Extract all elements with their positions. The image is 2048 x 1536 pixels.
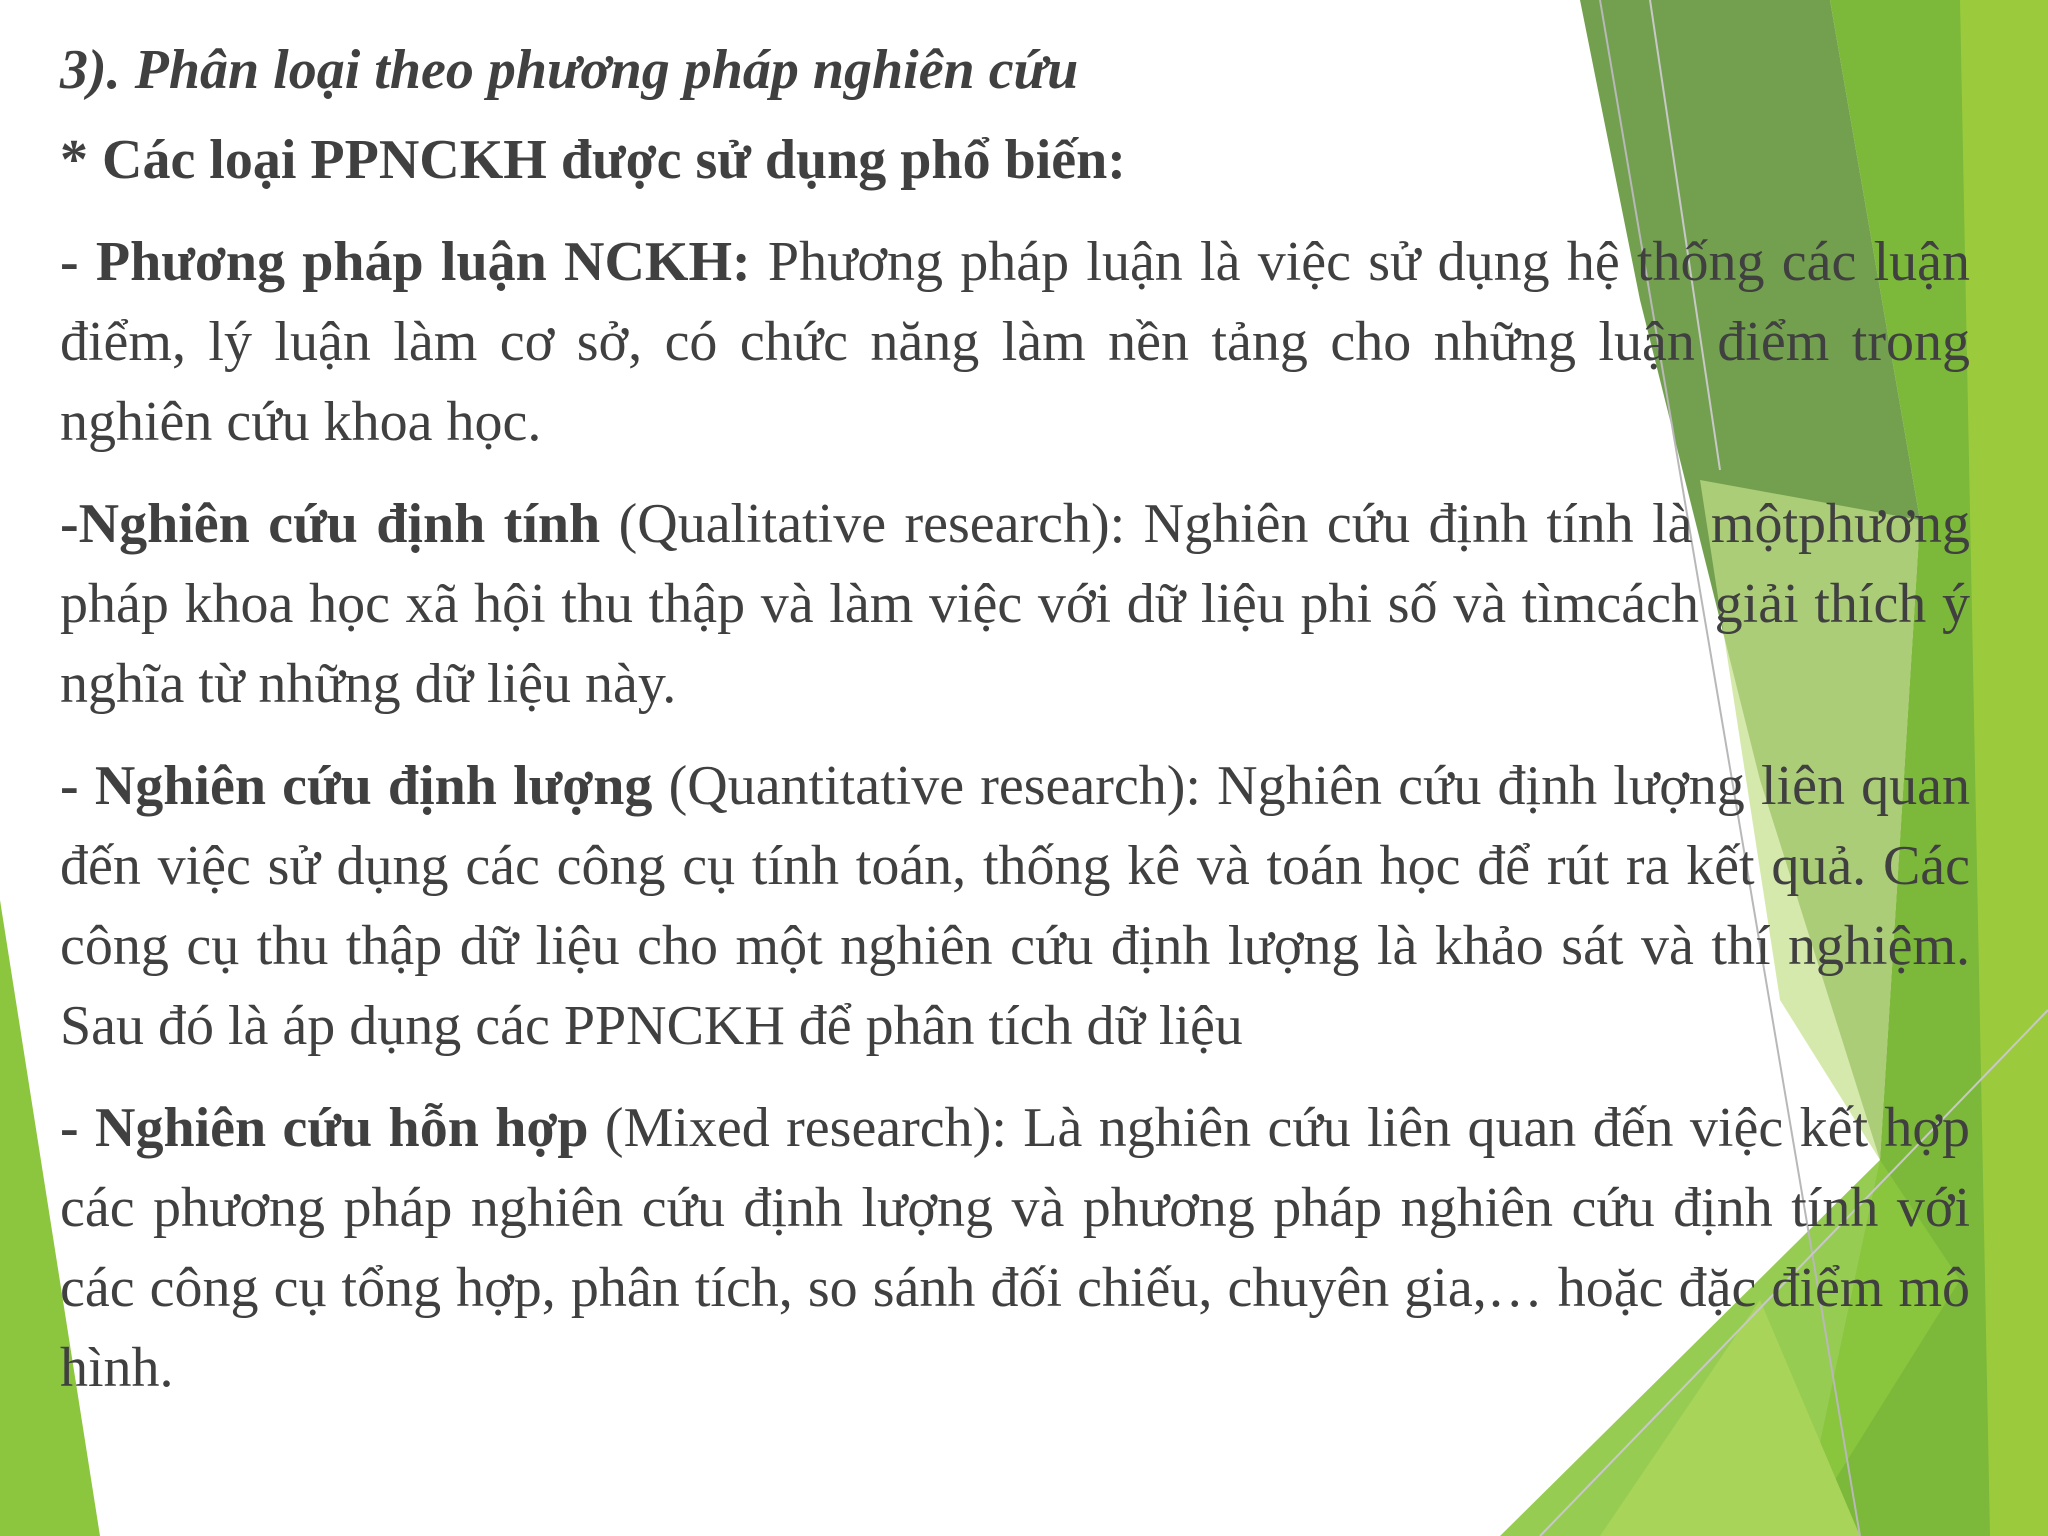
paragraph-qualitative — [60, 484, 1970, 724]
term-mixed: - Nghiên cứu hỗn hợp — [60, 1097, 589, 1159]
text-quantitative: (Quantitative research): Nghiên cứu định lượng liên quan đến việc sử dụng các công cụ tính toán, thống kê và toán học để rút ra kết quả. Các công cụ thu thập dữ liệu cho một nghiên cứu định lượng là khảo sát và thí nghiệm. Sau đó là áp dụng các PPNCKH để phân tích dữ liệu — [60, 755, 1970, 1057]
term-quantitative: - Nghiên cứu định lượng — [60, 755, 653, 817]
paragraph-mixed — [60, 1088, 1970, 1408]
term-qualitative: -Nghiên cứu định tính — [60, 493, 601, 555]
text-qualitative: (Qualitative research): Nghiên cứu định tính là mộtphương pháp khoa học xã hội thu thập và làm việc với dữ liệu phi số và tìmcách giải thích ý nghĩa từ những dữ liệu này. — [60, 493, 1970, 715]
term-methodology: - Phương pháp luận NCKH: — [60, 231, 751, 293]
slide-subheading: * Các loại PPNCKH được sử dụng phổ biến: — [60, 129, 1126, 191]
paragraph-quantitative — [60, 746, 1970, 1066]
slide-content — [60, 30, 1970, 1430]
text-methodology: Phương pháp luận là việc sử dụng hệ thống các luận điểm, lý luận làm cơ sở, có chức năng làm nền tảng cho những luận điểm trong nghiên cứu khoa học. — [60, 231, 1971, 453]
paragraph-methodology — [60, 222, 1970, 462]
text-mixed: (Mixed research): Là nghiên cứu liên quan đến việc kết hợp các phương pháp nghiên cứu định lượng và phương pháp nghiên cứu định tính với các công cụ tổng hợp, phân tích, so sánh đối chiếu, chuyên gia,… hoặc đặc điểm mô hình. — [60, 1097, 1970, 1399]
slide-heading: 3). Phân loại theo phương pháp nghiên cứu — [60, 39, 1079, 101]
